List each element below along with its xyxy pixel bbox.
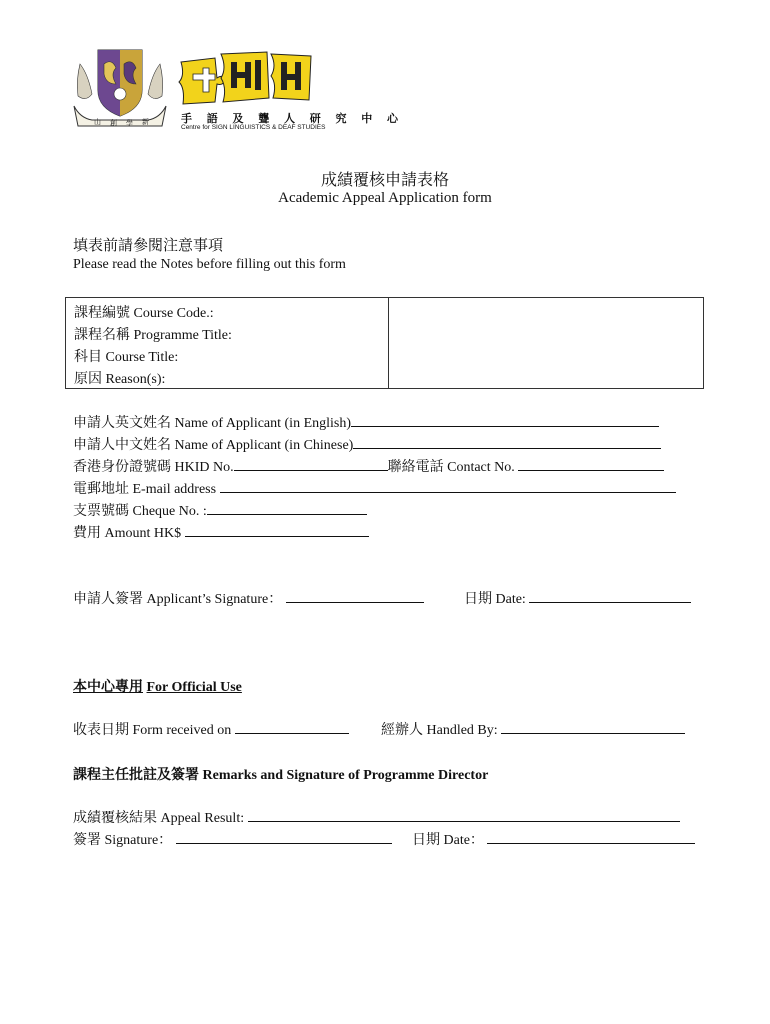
amount-field bbox=[73, 522, 369, 542]
form-title-chinese: 成績覆核申請表格 bbox=[320, 172, 449, 189]
email-input[interactable] bbox=[220, 480, 676, 493]
appeal-result-field bbox=[73, 807, 680, 827]
notes-instruction-chinese: 填表前請參閱注意事項 bbox=[73, 238, 224, 254]
course-title-label: 科目 Course Title: bbox=[74, 350, 179, 365]
header-logos bbox=[70, 44, 404, 134]
sign-linguistics-logo-icon bbox=[175, 48, 315, 108]
applicant-date-label: 日期 Date: bbox=[464, 592, 526, 607]
applicant-signature-label: 申請人簽署 Applicant’s Signature： bbox=[73, 592, 283, 607]
applicant-date-field bbox=[464, 588, 691, 608]
form-received-input[interactable] bbox=[235, 721, 349, 734]
amount-input[interactable] bbox=[185, 524, 369, 537]
table-column-divider bbox=[388, 298, 389, 388]
svg-text:學: 學 bbox=[126, 119, 133, 127]
form-received-label: 收表日期 Form received on bbox=[73, 723, 232, 738]
applicant-name-chinese-label: 申請人中文姓名 Name of Applicant (in Chinese) bbox=[73, 438, 354, 453]
official-use-heading-english: For Official Use bbox=[146, 680, 242, 695]
contact-label: 聯絡電話 Contact No. bbox=[387, 460, 515, 475]
notes-instruction-english: Please read the Notes before filling out this form bbox=[73, 257, 346, 272]
appeal-result-label: 成績覆核結果 Appeal Result: bbox=[73, 811, 245, 826]
handled-by-input[interactable] bbox=[501, 721, 685, 734]
applicant-signature-input[interactable] bbox=[286, 590, 424, 603]
cheque-label: 支票號碼 Cheque No. : bbox=[73, 504, 207, 519]
remarks-heading: 課程主任批註及簽署 Remarks and Signature of Programme Director bbox=[73, 768, 489, 783]
svg-text:山: 山 bbox=[94, 118, 101, 126]
reasons-label: 原因 Reason(s): bbox=[74, 372, 166, 387]
contact-input[interactable] bbox=[518, 458, 664, 471]
hkid-label: 香港身份證號碼 HKID No. bbox=[73, 460, 234, 475]
cheque-input[interactable] bbox=[207, 502, 367, 515]
form-title-english: Academic Appeal Application form bbox=[278, 190, 492, 206]
handled-by-label: 經辦人 Handled By: bbox=[381, 723, 498, 738]
cheque-field bbox=[73, 500, 367, 520]
course-info-table bbox=[65, 297, 704, 389]
course-code-label: 課程編號 Course Code.: bbox=[74, 306, 214, 321]
applicant-name-chinese-field bbox=[73, 434, 661, 454]
handled-by-field bbox=[381, 719, 685, 739]
email-field bbox=[73, 478, 676, 498]
director-date-label: 日期 Date： bbox=[412, 833, 484, 848]
university-crest-icon bbox=[70, 44, 170, 130]
director-signature-field bbox=[73, 829, 392, 849]
official-use-heading-chinese: 本中心專用 bbox=[73, 680, 143, 695]
director-signature-input[interactable] bbox=[176, 831, 392, 844]
centre-name-english: Centre for SIGN LINGUISTICS & DEAF STUDIES bbox=[181, 124, 326, 131]
director-date-input[interactable] bbox=[487, 831, 695, 844]
applicant-name-english-field bbox=[73, 412, 659, 432]
email-label: 電郵地址 E-mail address bbox=[73, 482, 217, 497]
programme-title-label: 課程名稱 Programme Title: bbox=[74, 328, 232, 343]
applicant-name-english-label: 申請人英文姓名 Name of Applicant (in English) bbox=[73, 416, 352, 431]
centre-name-chinese: 手 語 及 聾 人 研 究 中 心 bbox=[181, 113, 404, 125]
director-signature-label: 簽署 Signature： bbox=[73, 833, 173, 848]
appeal-result-input[interactable] bbox=[248, 809, 680, 822]
svg-text:新: 新 bbox=[142, 118, 149, 126]
official-use-heading bbox=[73, 676, 242, 696]
applicant-date-input[interactable] bbox=[529, 590, 691, 603]
hkid-input[interactable] bbox=[234, 458, 388, 471]
applicant-signature-field bbox=[73, 588, 424, 608]
applicant-name-english-input[interactable] bbox=[351, 414, 659, 427]
svg-text:創: 創 bbox=[110, 119, 117, 127]
applicant-name-chinese-input[interactable] bbox=[353, 436, 661, 449]
amount-label: 費用 Amount HK$ bbox=[73, 526, 182, 541]
director-date-field bbox=[412, 829, 695, 849]
form-received-field bbox=[73, 719, 349, 739]
hkid-contact-field bbox=[73, 456, 664, 476]
